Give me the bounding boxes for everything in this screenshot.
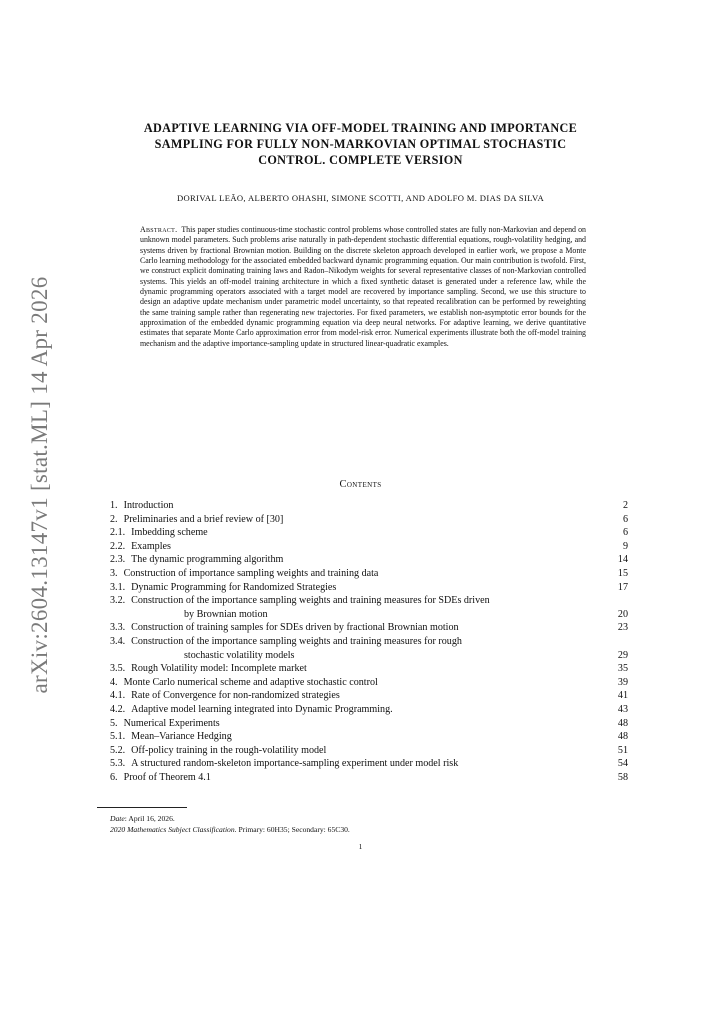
toc-entry-page: 6 (622, 513, 628, 525)
toc-entry[interactable] (110, 540, 628, 554)
toc-entry-label: Construction of the importance sampling weights and training measures for rough (131, 635, 462, 647)
date-footnote (110, 813, 350, 824)
paper-title (100, 120, 621, 168)
toc-entry-page: 58 (617, 771, 628, 783)
toc-entry-page: 20 (617, 608, 628, 620)
toc-entry[interactable] (110, 717, 628, 731)
toc-entry-label: Rough Volatility model: Incomplete market (131, 663, 307, 675)
page-number: 1 (358, 842, 363, 851)
table-of-contents (110, 499, 628, 784)
toc-entry[interactable] (110, 526, 628, 540)
toc-entry[interactable] (110, 553, 628, 567)
toc-entry-continuation: stochastic volatility models (184, 649, 295, 661)
toc-entry-label: Introduction (123, 500, 174, 511)
toc-entry-page: 6 (622, 527, 628, 539)
toc-entry-title (110, 526, 623, 540)
toc-entry[interactable] (110, 567, 628, 581)
toc-entry-page: 39 (617, 676, 628, 688)
arxiv-stamp (20, 276, 60, 694)
toc-entry[interactable] (110, 662, 628, 676)
toc-entry-page: 48 (617, 717, 628, 729)
toc-entry-title (110, 567, 618, 581)
toc-entry-label: The dynamic programming algorithm (131, 554, 284, 566)
toc-entry[interactable] (110, 703, 628, 717)
toc-entry-label: Examples (131, 540, 171, 552)
toc-entry-number: 2.1. (110, 527, 126, 539)
toc-entry-page: 48 (617, 731, 628, 743)
msc-value: . Primary: 60H35; Secondary: 65C30. (234, 825, 350, 834)
footnote-rule (97, 807, 187, 808)
toc-entry-label: Numerical Experiments (123, 717, 220, 729)
toc-entry[interactable] (110, 771, 628, 785)
toc-entry[interactable] (110, 594, 628, 621)
toc-entry-page: 2 (622, 500, 628, 511)
toc-entry[interactable] (110, 689, 628, 703)
footnotes (110, 813, 350, 835)
author-list: DORIVAL LEÃO, ALBERTO OHASHI, SIMONE SCOTTI, AND ADOLFO M. DIAS DA SILVA (176, 193, 545, 203)
toc-entry-title (110, 621, 618, 635)
toc-entry-number: 5.1. (110, 731, 126, 743)
toc-entry-page: 29 (617, 649, 628, 661)
toc-entry-page: 17 (617, 581, 628, 593)
toc-entry-title (110, 581, 618, 595)
toc-entry[interactable] (110, 730, 628, 744)
toc-entry-number: 2. (110, 513, 118, 525)
toc-entry-number: 3.3. (110, 622, 126, 634)
toc-entry-number: 2.3. (110, 554, 126, 566)
toc-entry-number: 3.5. (110, 663, 126, 675)
toc-entry-title (110, 744, 618, 758)
toc-entry-title (110, 689, 618, 703)
toc-entry-label: Rate of Convergence for non-randomized strategies (131, 690, 340, 702)
toc-entry-continuation: by Brownian motion (184, 608, 268, 620)
toc-entry-page: 15 (617, 567, 628, 579)
toc-entry-number: 4. (110, 676, 118, 688)
toc-entry-page: 35 (617, 663, 628, 675)
toc-entry-page: 41 (617, 690, 628, 702)
toc-entry-title (110, 662, 618, 676)
toc-entry-label: Construction of the importance sampling weights and training measures for SDEs driven (131, 595, 490, 607)
toc-entry-title (110, 513, 623, 527)
toc-entry-number: 5. (110, 717, 118, 729)
date-label: Date (110, 814, 125, 823)
toc-entry-label: Proof of Theorem 4.1 (123, 771, 211, 783)
toc-entry-label: Off-policy training in the rough-volatility model (131, 744, 327, 756)
toc-entry-page: 43 (617, 703, 628, 715)
toc-entry-label: Mean–Variance Hedging (131, 731, 232, 743)
toc-entry-label: Construction of importance sampling weights and training data (123, 567, 379, 579)
title-line: SAMPLING FOR FULLY NON-MARKOVIAN OPTIMAL STOCHASTIC (154, 137, 567, 151)
abstract-heading: Abstract. (140, 225, 178, 234)
toc-entry[interactable] (110, 581, 628, 595)
toc-entry[interactable] (110, 513, 628, 527)
toc-entry-number: 4.1. (110, 690, 126, 702)
toc-entry-number: 3. (110, 567, 118, 579)
toc-entry-title (110, 594, 618, 621)
toc-entry-title (110, 676, 618, 690)
toc-entry-label: Dynamic Programming for Randomized Strategies (131, 581, 337, 593)
toc-entry-number: 3.4. (110, 635, 126, 647)
toc-entry-number: 4.2. (110, 703, 126, 715)
toc-entry-title (110, 771, 618, 785)
abstract-text: This paper studies continuous-time stochastic control problems whose controlled states are fully non-Markovian and depend on unknown model parameters. Such problems arise naturally in path-dependent stochastic differential equations, rough-volatility hedging, and systems driven by fractional Brownian motion. Building on the discrete skeleton approach developed in earlier work, we propose a Monte Carlo learning methodology for the associated embedded backward dynamic programming equation. Our main contribution is twofold. First, we construct explicit dominating training laws and Radon–Nikodym weights for several representative classes of non-Markovian controlled systems. This yields an off-model training architecture in which a fixed synthetic dataset is generated under a reference law, while the dynamic programming operators associated with a target model are recovered by importance sampling. Second, we use this structure to design an adaptive update mechanism under parametric model uncertainty, so that repeated recalibration can be performed by reweighting the same training sample rather than regenerating new trajectories. For fixed parameters, we establish non-asymptotic error bounds for the approximation of the embedded dynamic programming equation via deep neural networks. For adaptive learning, we derive quantitative estimates that separate Monte Carlo approximation error from model-risk error. Numerical experiments illustrate both the off-model training mechanism and the adaptive importance-sampling update in structured linear-quadratic examples. (140, 225, 586, 348)
toc-entry-label: Adaptive model learning integrated into Dynamic Programming. (131, 703, 393, 715)
toc-entry-number: 5.2. (110, 744, 126, 756)
title-line: ADAPTIVE LEARNING VIA OFF-MODEL TRAINING AND IMPORTANCE (143, 121, 578, 135)
toc-entry-label: Construction of training samples for SDEs driven by fractional Brownian motion (131, 622, 459, 634)
toc-entry-page: 9 (622, 540, 628, 552)
toc-entry[interactable] (110, 744, 628, 758)
toc-entry[interactable] (110, 676, 628, 690)
msc-footnote (110, 824, 350, 835)
toc-entry-page: 23 (617, 622, 628, 634)
toc-entry-label: Imbedding scheme (131, 527, 208, 539)
toc-entry-label: A structured random-skeleton importance-sampling experiment under model risk (131, 758, 459, 770)
toc-entry-title (110, 757, 618, 771)
toc-entry[interactable] (110, 635, 628, 662)
toc-entry-title (110, 717, 618, 731)
toc-entry-number: 6. (110, 771, 118, 783)
arxiv-stamp-text: arXiv:2604.13147v1 [stat.ML] 14 Apr 2026 (27, 276, 52, 694)
toc-entry-title (110, 703, 618, 717)
toc-entry[interactable] (110, 621, 628, 635)
toc-entry-title (110, 730, 618, 744)
toc-entry-page: 54 (617, 758, 628, 770)
contents-heading: Contents (339, 479, 382, 490)
toc-entry-label: Preliminaries and a brief review of [30] (123, 513, 284, 525)
toc-entry-number: 1. (110, 500, 118, 511)
toc-entry-title (110, 499, 623, 513)
toc-entry-title (110, 540, 623, 554)
toc-entry-page: 51 (617, 744, 628, 756)
toc-entry-number: 3.1. (110, 581, 126, 593)
toc-entry-title (110, 635, 618, 662)
toc-entry-number: 3.2. (110, 595, 126, 607)
toc-entry[interactable] (110, 757, 628, 771)
toc-entry-number: 2.2. (110, 540, 126, 552)
date-value: : April 16, 2026. (124, 814, 175, 823)
toc-entry-label: Monte Carlo numerical scheme and adaptive stochastic control (123, 676, 378, 688)
title-line: CONTROL. COMPLETE VERSION (258, 153, 463, 167)
toc-entry-page: 14 (617, 554, 628, 566)
abstract (140, 225, 586, 349)
msc-label: 2020 Mathematics Subject Classification (110, 825, 235, 834)
toc-entry[interactable] (110, 499, 628, 513)
toc-entry-title (110, 553, 618, 567)
toc-entry-number: 5.3. (110, 758, 126, 770)
